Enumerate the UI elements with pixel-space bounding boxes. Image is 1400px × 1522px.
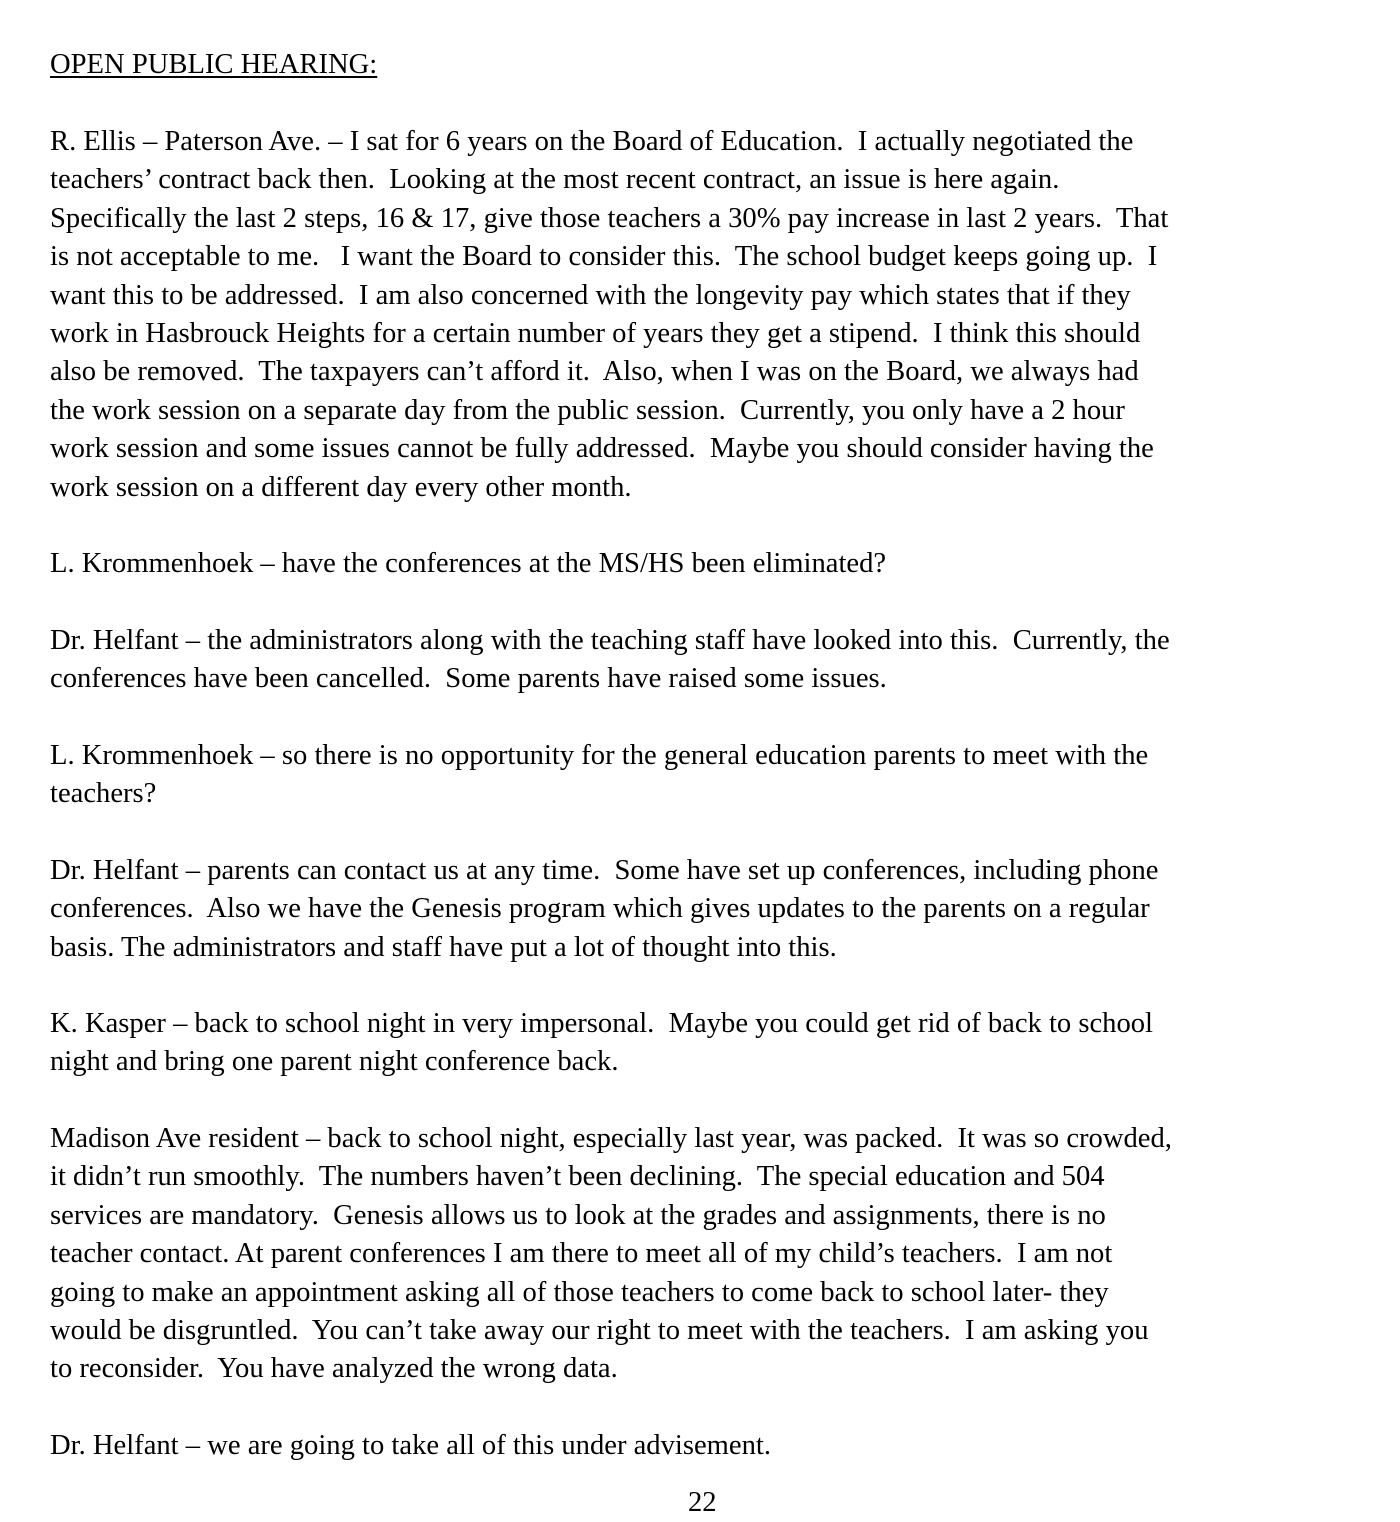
paragraph-line: work in Hasbrouck Heights for a certain number of years they get a stipend. I think this should	[50, 317, 1141, 349]
section-heading: OPEN PUBLIC HEARING:	[50, 49, 378, 80]
paragraph-krommenhoek-followup	[50, 737, 1148, 814]
paragraph-line: Specifically the last 2 steps, 16 & 17, give those teachers a 30% pay increase in last 2 years. That	[50, 202, 1169, 234]
paragraph-line: is not acceptable to me. I want the Board to consider this. The school budget keeps going up. I	[50, 241, 1158, 273]
paragraph-line: the work session on a separate day from the public session. Currently, you only have a 2 hour	[50, 394, 1125, 426]
paragraph-line: night and bring one parent night conference back.	[50, 1046, 619, 1078]
paragraph-helfant-advisement	[50, 1427, 771, 1465]
paragraph-helfant-contact	[50, 852, 1158, 967]
paragraph-line: conferences. Also we have the Genesis program which gives updates to the parents on a regular	[50, 893, 1150, 925]
paragraph-line: teachers’ contract back then. Looking at the most recent contract, an issue is here again.	[50, 164, 1060, 196]
paragraph-krommenhoek-question	[50, 545, 886, 583]
paragraph-line: want this to be addressed. I am also concerned with the longevity pay which states that if they	[50, 279, 1131, 311]
paragraph-ellis-comment	[50, 123, 1168, 507]
paragraph-line: conferences have been cancelled. Some parents have raised some issues.	[50, 663, 887, 695]
paragraph-line: would be disgruntled. You can’t take away our right to meet with the teachers. I am asking you	[50, 1314, 1149, 1346]
paragraph-line: work session and some issues cannot be fully addressed. Maybe you should consider having the	[50, 433, 1154, 465]
paragraph-line: services are mandatory. Genesis allows us to look at the grades and assignments, there is no	[50, 1199, 1106, 1231]
paragraph-kasper-comment	[50, 1005, 1153, 1082]
paragraph-line: teachers?	[50, 778, 157, 810]
paragraph-line: Dr. Helfant – the administrators along with the teaching staff have looked into this. Currently, the	[50, 625, 1170, 656]
paragraph-line: teacher contact. At parent conferences I am there to meet all of my child’s teachers. I am not	[50, 1238, 1113, 1270]
paragraph-line: Dr. Helfant – we are going to take all of this under advisement.	[50, 1430, 771, 1461]
paragraph-line: to reconsider. You have analyzed the wrong data.	[50, 1353, 618, 1385]
paragraph-helfant-response	[50, 622, 1170, 699]
paragraph-line: also be removed. The taxpayers can’t afford it. Also, when I was on the Board, we always had	[50, 356, 1139, 388]
paragraph-madison-resident	[50, 1120, 1172, 1389]
paragraph-line: Madison Ave resident – back to school night, especially last year, was packed. It was so crowded,	[50, 1123, 1172, 1154]
page-number: 22	[688, 1487, 717, 1518]
paragraph-line: going to make an appointment asking all of those teachers to come back to school later- they	[50, 1276, 1109, 1308]
paragraph-line: K. Kasper – back to school night in very impersonal. Maybe you could get rid of back to school	[50, 1008, 1153, 1039]
paragraph-line: work session on a different day every other month.	[50, 471, 632, 503]
paragraph-line: Dr. Helfant – parents can contact us at any time. Some have set up conferences, including phone	[50, 855, 1159, 886]
paragraph-line: basis. The administrators and staff have put a lot of thought into this.	[50, 931, 837, 963]
paragraph-line: L. Krommenhoek – have the conferences at the MS/HS been eliminated?	[50, 548, 887, 579]
paragraph-line: L. Krommenhoek – so there is no opportunity for the general education parents to meet with the	[50, 740, 1149, 771]
paragraph-line: it didn’t run smoothly. The numbers haven’t been declining. The special education and 504	[50, 1161, 1105, 1193]
paragraph-line: R. Ellis – Paterson Ave. – I sat for 6 years on the Board of Education. I actually negotiated the	[50, 126, 1134, 157]
